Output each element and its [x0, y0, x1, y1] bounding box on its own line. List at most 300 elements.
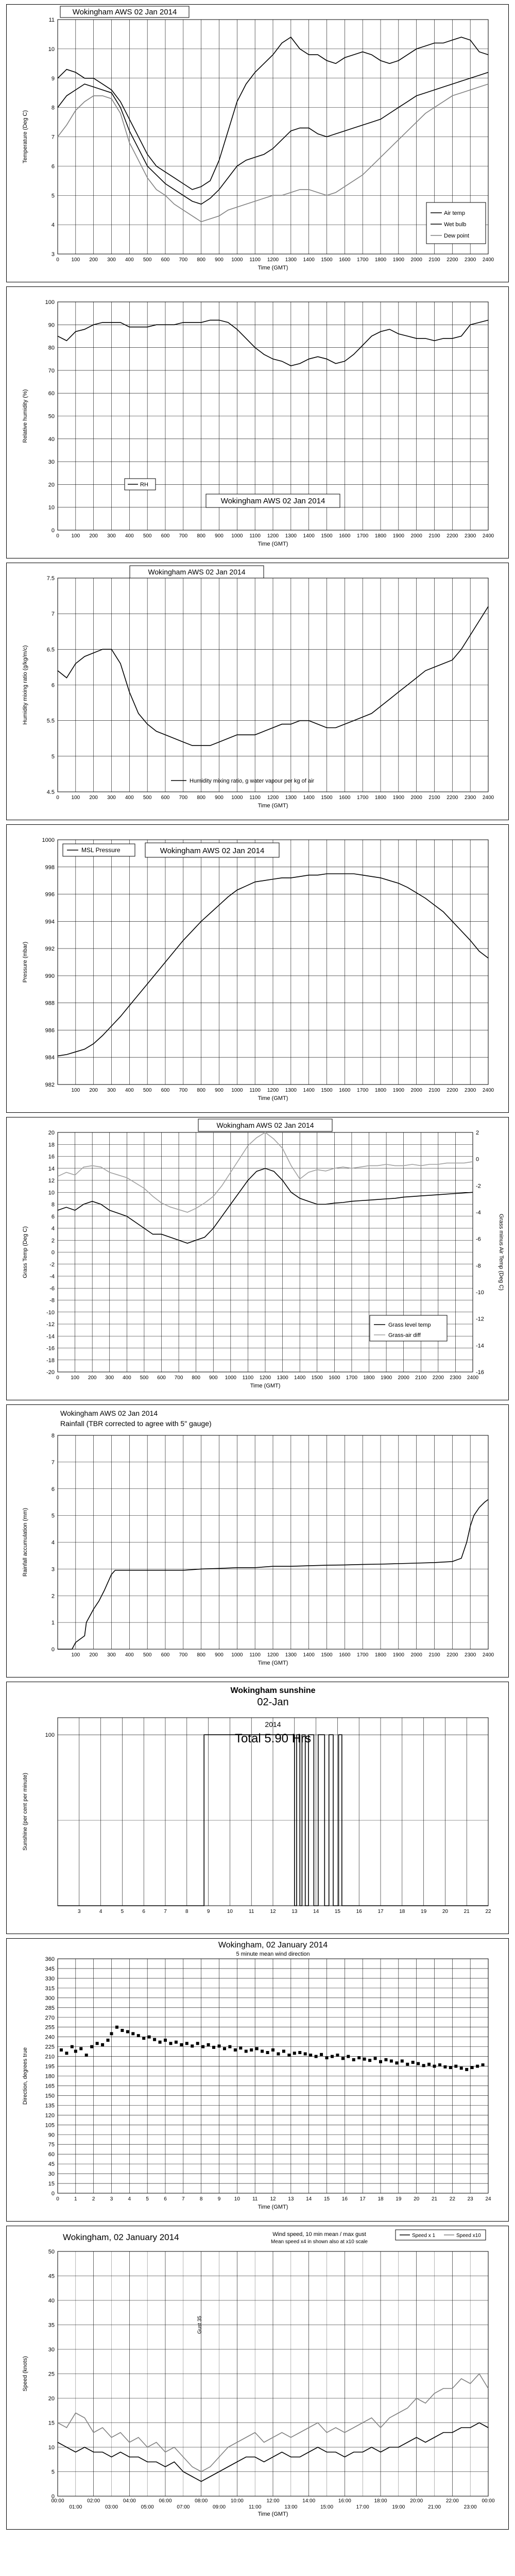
x-tick-label: 17 [377, 1909, 384, 1914]
data-point [476, 2065, 479, 2068]
x-tick-label: 10 [234, 2196, 240, 2202]
x-tick-label: 2100 [428, 533, 440, 539]
y-tick-label: 50 [48, 2249, 55, 2255]
x-tick-label: 1400 [303, 533, 315, 539]
y-tick-label: 30 [48, 2171, 55, 2178]
data-point [471, 2066, 474, 2069]
x-tick-label: 600 [161, 533, 170, 539]
data-point [65, 2052, 68, 2055]
chart-annotation: Total 5.90 Hrs [234, 1732, 312, 1745]
data-point [460, 2066, 463, 2070]
y-tick-label: 0 [51, 1249, 55, 1256]
x-tick-label: 300 [107, 257, 116, 263]
chart-2 [6, 286, 509, 558]
x-tick-label: 11 [249, 1909, 254, 1914]
y2-tick-label: -8 [476, 1263, 481, 1269]
x-tick-label: 700 [179, 257, 188, 263]
x-tick-label: 22 [485, 1909, 491, 1914]
x-tick-label: 04:00 [123, 2498, 136, 2504]
y2-tick-label: -2 [476, 1183, 481, 1190]
x-tick-label: 1400 [303, 257, 315, 263]
data-point [379, 2060, 382, 2063]
y-axis-label: Temperature (Deg C) [22, 110, 28, 164]
x-tick-label: 9 [217, 2196, 221, 2202]
data-point [191, 2044, 194, 2047]
y-tick-label: 6 [51, 1486, 55, 1493]
x-tick-label: 500 [140, 1375, 149, 1381]
x-tick-label: 20:00 [410, 2498, 423, 2504]
y-tick-label: 16 [48, 1154, 55, 1160]
x-tick-label: 1800 [374, 533, 387, 539]
y-tick-label: 3 [51, 251, 55, 258]
x-tick-label: 0 [56, 257, 59, 263]
x-tick-label: 700 [179, 1088, 188, 1093]
x-tick-label: 4 [128, 2196, 131, 2202]
chart-subtitle: 5 minute mean wind direction [236, 1951, 310, 1957]
x-tick-label: 2400 [482, 533, 494, 539]
x-tick-label: 1600 [339, 257, 351, 263]
data-point [374, 2057, 377, 2060]
x-tick-label: 17:00 [356, 2504, 369, 2510]
y-tick-label: 996 [45, 891, 55, 898]
x-tick-label: 1800 [374, 1652, 387, 1658]
y-tick-label: 5 [51, 193, 55, 199]
x-tick-label: 2100 [428, 1652, 440, 1658]
x-tick-label: 17 [359, 2196, 366, 2202]
y-tick-label: 992 [45, 946, 55, 953]
chart-4 [6, 824, 509, 1113]
y-tick-label: 982 [45, 1082, 55, 1088]
x-tick-label: 700 [179, 1652, 188, 1658]
y-tick-label: 105 [45, 2122, 55, 2129]
x-tick-label: 20 [414, 2196, 420, 2202]
x-tick-label: 900 [215, 257, 224, 263]
y-tick-label: 10 [48, 2445, 55, 2451]
x-tick-label: 300 [107, 795, 116, 801]
x-tick-label: 19 [396, 2196, 402, 2202]
y-tick-label: 0 [51, 2494, 55, 2500]
x-tick-label: 1500 [321, 1652, 333, 1658]
y-tick-label: 50 [48, 413, 55, 420]
y-tick-label: 6 [51, 682, 55, 689]
y-axis-label: Grass Temp (Deg C) [22, 1226, 28, 1278]
x-tick-label: 10:00 [230, 2498, 244, 2504]
x-tick-label: 1900 [392, 257, 404, 263]
x-tick-label: 1600 [339, 533, 351, 539]
chart-title: Wokingham AWS 02 Jan 2014 [220, 497, 325, 505]
data-point [422, 2064, 425, 2067]
data-point [266, 2051, 269, 2054]
x-tick-label: 06:00 [159, 2498, 172, 2504]
data-point [293, 2052, 296, 2055]
x-axis-label: Time (GMT) [258, 2204, 288, 2210]
x-tick-label: 1500 [311, 1375, 323, 1381]
y-tick-label: 30 [48, 459, 55, 466]
y-tick-label: 120 [45, 2112, 55, 2119]
x-tick-label: 2300 [465, 795, 476, 801]
y-tick-label: 9 [51, 75, 55, 82]
x-tick-label: 13:00 [284, 2504, 298, 2510]
y-tick-label: 35 [48, 2322, 55, 2329]
legend-label: Grass-air diff [388, 1332, 421, 1338]
x-tick-label: 200 [89, 1652, 98, 1658]
data-point [250, 2048, 253, 2052]
x-tick-label: 400 [125, 1652, 134, 1658]
y-tick-label: 80 [48, 345, 55, 351]
x-tick-label: 24 [485, 2196, 491, 2202]
x-tick-label: 1600 [339, 795, 351, 801]
x-tick-label: 5 [121, 1909, 124, 1914]
y-tick-label: 18 [48, 1142, 55, 1148]
data-point [218, 2044, 221, 2047]
x-tick-label: 3 [78, 1909, 81, 1914]
x-tick-label: 400 [125, 533, 134, 539]
x-tick-label: 1200 [267, 1088, 279, 1093]
x-tick-label: 1100 [249, 1088, 261, 1093]
chart-title: Wokingham AWS 02 Jan 2014 [216, 1121, 314, 1129]
x-tick-label: 0 [56, 533, 59, 539]
y-axis-label: Speed (knots) [22, 2356, 28, 2392]
data-point [482, 2063, 485, 2066]
x-tick-label: 1100 [249, 533, 261, 539]
y-tick-label: 10 [48, 1190, 55, 1196]
x-tick-label: 400 [125, 1088, 134, 1093]
x-tick-label: 500 [143, 1652, 152, 1658]
data-point [142, 2037, 145, 2040]
x-tick-label: 2000 [410, 1652, 422, 1658]
x-tick-label: 200 [89, 1088, 98, 1093]
data-point [325, 2056, 329, 2059]
x-tick-label: 500 [143, 257, 152, 263]
x-tick-label: 1400 [303, 1652, 315, 1658]
x-tick-label: 600 [161, 257, 170, 263]
y-tick-label: 315 [45, 1985, 55, 1992]
legend-label: Wet bulb [444, 222, 467, 228]
y-tick-label: 1000 [42, 837, 55, 843]
data-point [169, 2042, 172, 2045]
x-tick-label: 2300 [465, 257, 476, 263]
x-tick-label: 1700 [357, 795, 369, 801]
data-point [201, 2045, 204, 2048]
x-tick-label: 800 [197, 257, 206, 263]
y-axis-label: Rainfall accumulation (mm) [22, 1507, 28, 1577]
y-tick-label: 70 [48, 367, 55, 374]
y-axis-label: Pressure (mbar) [22, 941, 28, 983]
x-tick-label: 1800 [374, 1088, 387, 1093]
y-tick-label: 7 [51, 611, 55, 618]
x-tick-label: 1000 [231, 533, 243, 539]
y-tick-label: 1 [51, 1620, 55, 1626]
data-point [164, 2039, 167, 2042]
x-tick-label: 1100 [249, 257, 261, 263]
x-axis-label: Time (GMT) [258, 2511, 288, 2517]
y-tick-label: 988 [45, 1000, 55, 1007]
x-tick-label: 2100 [428, 795, 440, 801]
x-tick-label: 700 [179, 533, 188, 539]
data-point [207, 2043, 210, 2046]
y-tick-label: 360 [45, 1956, 55, 1962]
y-tick-label: 5 [51, 2469, 55, 2476]
chart-title: Wokingham, 02 January 2014 [218, 1941, 328, 1950]
x-tick-label: 07:00 [177, 2504, 190, 2510]
x-tick-label: 21:00 [427, 2504, 441, 2510]
x-tick-label: 0 [56, 795, 59, 801]
data-point [185, 2042, 188, 2045]
y-tick-label: 270 [45, 2014, 55, 2021]
y2-axis-label: Grass minus Air Temp (Deg C) [498, 1214, 504, 1291]
y-tick-label: 345 [45, 1965, 55, 1972]
y-tick-label: 7 [51, 1459, 55, 1466]
x-tick-label: 1700 [357, 533, 369, 539]
y-tick-label: 25 [48, 2371, 55, 2378]
x-tick-label: 1700 [357, 1088, 369, 1093]
x-tick-label: 4 [99, 1909, 102, 1914]
x-tick-label: 1100 [242, 1375, 254, 1381]
x-tick-label: 600 [161, 1088, 170, 1093]
x-tick-label: 2300 [465, 1652, 476, 1658]
y2-tick-label: -16 [476, 1369, 484, 1376]
x-tick-label: 13 [291, 1909, 298, 1914]
x-tick-label: 700 [174, 1375, 183, 1381]
x-tick-label: 18 [377, 2196, 384, 2202]
x-tick-label: 1300 [277, 1375, 288, 1381]
data-point [449, 2066, 452, 2069]
y-tick-label: 60 [48, 2151, 55, 2158]
x-tick-label: 200 [89, 795, 98, 801]
x-tick-label: 200 [89, 533, 98, 539]
x-tick-label: 0 [56, 2196, 59, 2202]
x-tick-label: 1600 [329, 1375, 340, 1381]
y-tick-label: 6.5 [46, 647, 55, 653]
y-tick-label: 8 [51, 1201, 55, 1208]
data-point [454, 2065, 457, 2068]
x-tick-label: 9 [207, 1909, 210, 1914]
data-point [277, 2053, 280, 2056]
chart-subtitle-year: 2014 [265, 1720, 281, 1728]
x-tick-label: 1500 [321, 795, 333, 801]
x-tick-label: 1500 [321, 533, 333, 539]
y-tick-label: 7.5 [46, 575, 55, 582]
y-tick-label: 90 [48, 2132, 55, 2139]
y-tick-label: 135 [45, 2103, 55, 2109]
x-axis-label: Time (GMT) [258, 1095, 288, 1101]
x-tick-label: 100 [71, 257, 80, 263]
y-tick-label: 40 [48, 436, 55, 443]
data-point [443, 2065, 447, 2069]
x-tick-label: 1400 [303, 795, 315, 801]
x-tick-label: 2000 [410, 1088, 422, 1093]
data-point [196, 2042, 199, 2045]
data-point [137, 2034, 140, 2037]
x-tick-label: 15:00 [320, 2504, 334, 2510]
x-tick-label: 800 [192, 1375, 201, 1381]
chart-title: Wokingham AWS 02 Jan 2014 [72, 8, 177, 16]
x-tick-label: 1300 [285, 533, 297, 539]
y-tick-label: 4.5 [46, 789, 55, 795]
x-tick-label: 00:00 [51, 2498, 64, 2504]
legend-label: Grass level temp [388, 1322, 431, 1328]
data-point [115, 2026, 118, 2029]
x-tick-label: 00:00 [482, 2498, 495, 2504]
y-tick-label: 150 [45, 2093, 55, 2099]
y-tick-label: 225 [45, 2044, 55, 2050]
x-tick-label: 05:00 [141, 2504, 154, 2510]
x-tick-label: 400 [125, 795, 134, 801]
y-tick-label: 75 [48, 2142, 55, 2148]
x-tick-label: 1200 [267, 795, 279, 801]
x-tick-label: 1800 [374, 795, 387, 801]
data-point [411, 2061, 415, 2064]
x-tick-label: 600 [161, 795, 170, 801]
x-tick-label: 2400 [482, 257, 494, 263]
chart-1 [6, 4, 509, 282]
data-point [287, 2054, 290, 2057]
y-tick-label: 15 [48, 2420, 55, 2427]
data-point [427, 2063, 431, 2066]
data-point [212, 2046, 215, 2049]
data-point [60, 2048, 63, 2052]
x-tick-label: 300 [107, 1652, 116, 1658]
x-tick-label: 1000 [231, 795, 243, 801]
y-tick-label: 90 [48, 322, 55, 329]
x-tick-label: 2200 [447, 533, 458, 539]
data-point [228, 2045, 231, 2048]
y-tick-label: 5 [51, 1513, 55, 1519]
y-tick-label: 7 [51, 134, 55, 141]
y-tick-label: 330 [45, 1975, 55, 1982]
legend-label: MSL Pressure [81, 846, 121, 854]
y-tick-label: 6 [51, 163, 55, 170]
x-axis-label: Time (GMT) [258, 1660, 288, 1666]
y-tick-label: 2 [51, 1238, 55, 1244]
x-tick-label: 14:00 [302, 2498, 316, 2504]
x-tick-label: 1600 [339, 1088, 351, 1093]
x-tick-label: 2000 [398, 1375, 409, 1381]
x-tick-label: 1300 [285, 1652, 297, 1658]
x-tick-label: 2400 [482, 1652, 494, 1658]
y-tick-label: 8 [51, 105, 55, 111]
x-tick-label: 100 [71, 1088, 80, 1093]
data-point [223, 2047, 226, 2050]
x-tick-label: 1600 [339, 1652, 351, 1658]
y-tick-label: -2 [49, 1261, 55, 1268]
x-tick-label: 19:00 [392, 2504, 405, 2510]
x-tick-label: 1200 [267, 533, 279, 539]
y-tick-label: 20 [48, 482, 55, 488]
x-tick-label: 2000 [410, 795, 422, 801]
x-tick-label: 13 [288, 2196, 294, 2202]
x-tick-label: 900 [215, 1088, 224, 1093]
x-tick-label: 1300 [285, 795, 297, 801]
y-tick-label: 5 [51, 753, 55, 760]
x-tick-label: 1300 [285, 1088, 297, 1093]
y-tick-label: 2 [51, 1593, 55, 1600]
x-tick-label: 2400 [482, 1088, 494, 1093]
data-point [347, 2055, 350, 2058]
data-point [131, 2032, 134, 2035]
y2-tick-label: -14 [476, 1343, 484, 1349]
x-tick-label: 1900 [380, 1375, 392, 1381]
x-tick-label: 2100 [428, 1088, 440, 1093]
x-tick-label: 1800 [374, 257, 387, 263]
x-tick-label: 600 [161, 1652, 170, 1658]
x-tick-label: 7 [164, 1909, 167, 1914]
y-tick-label: 994 [45, 919, 55, 925]
y-tick-label: 6 [51, 1213, 55, 1220]
legend-label: Speed x10 [456, 2233, 481, 2239]
y-tick-label: 14 [48, 1165, 55, 1172]
y-axis-label: Relative humidity (%) [22, 389, 28, 443]
data-point [110, 2032, 113, 2035]
x-tick-label: 12 [270, 1909, 276, 1914]
x-tick-label: 8 [185, 1909, 188, 1914]
y-tick-label: 195 [45, 2063, 55, 2070]
data-point [245, 2049, 248, 2053]
chart-7 [6, 1682, 509, 1934]
x-tick-label: 7 [182, 2196, 185, 2202]
x-tick-label: 800 [197, 795, 206, 801]
y-tick-label: 0 [51, 528, 55, 534]
y-tick-label: 240 [45, 2034, 55, 2041]
x-tick-label: 1000 [231, 1088, 243, 1093]
x-tick-label: 1400 [294, 1375, 306, 1381]
x-tick-label: 2100 [428, 257, 440, 263]
x-tick-label: 400 [122, 1375, 131, 1381]
x-tick-label: 1700 [357, 1652, 369, 1658]
x-tick-label: 100 [71, 533, 80, 539]
y-tick-label: 10 [48, 46, 55, 53]
x-tick-label: 300 [105, 1375, 114, 1381]
data-point [96, 2042, 99, 2045]
data-point [282, 2049, 285, 2053]
x-tick-label: 1100 [249, 1652, 261, 1658]
data-point [159, 2041, 162, 2044]
x-tick-label: 03:00 [105, 2504, 118, 2510]
x-tick-label: 400 [125, 257, 134, 263]
x-tick-label: 2200 [432, 1375, 444, 1381]
x-tick-label: 1500 [321, 257, 333, 263]
data-point [234, 2048, 237, 2052]
x-tick-label: 2300 [465, 1088, 476, 1093]
data-point [148, 2036, 151, 2039]
y-axis-label: Humidity mixing ratio (g/kg/m/c) [22, 645, 28, 725]
x-tick-label: 300 [107, 1088, 116, 1093]
data-point [320, 2053, 323, 2056]
chart-9 [6, 2226, 509, 2530]
chart-title: Wokingham sunshine [230, 1686, 316, 1695]
legend-label: Dew point [444, 233, 469, 239]
x-tick-label: 1900 [392, 1088, 404, 1093]
y-tick-label: 4 [51, 222, 55, 229]
data-point [79, 2047, 82, 2050]
y-tick-label: 4 [51, 1539, 55, 1546]
data-point [331, 2055, 334, 2058]
x-tick-label: 500 [143, 533, 152, 539]
x-tick-label: 500 [143, 1088, 152, 1093]
x-tick-label: 1800 [363, 1375, 375, 1381]
x-tick-label: 14 [313, 1909, 319, 1914]
x-tick-label: 8 [199, 2196, 203, 2202]
x-tick-label: 1900 [392, 1652, 404, 1658]
y-tick-label: 986 [45, 1027, 55, 1034]
y-tick-label: 20 [48, 1130, 55, 1136]
data-point [85, 2054, 88, 2057]
y-axis-label: Direction, degrees true [22, 2047, 28, 2105]
chart-subtitle: Rainfall (TBR corrected to agree with 5" gauge) [60, 1419, 212, 1428]
x-tick-label: 16 [341, 2196, 348, 2202]
y-tick-label: 3 [51, 1566, 55, 1573]
x-tick-label: 2000 [410, 533, 422, 539]
